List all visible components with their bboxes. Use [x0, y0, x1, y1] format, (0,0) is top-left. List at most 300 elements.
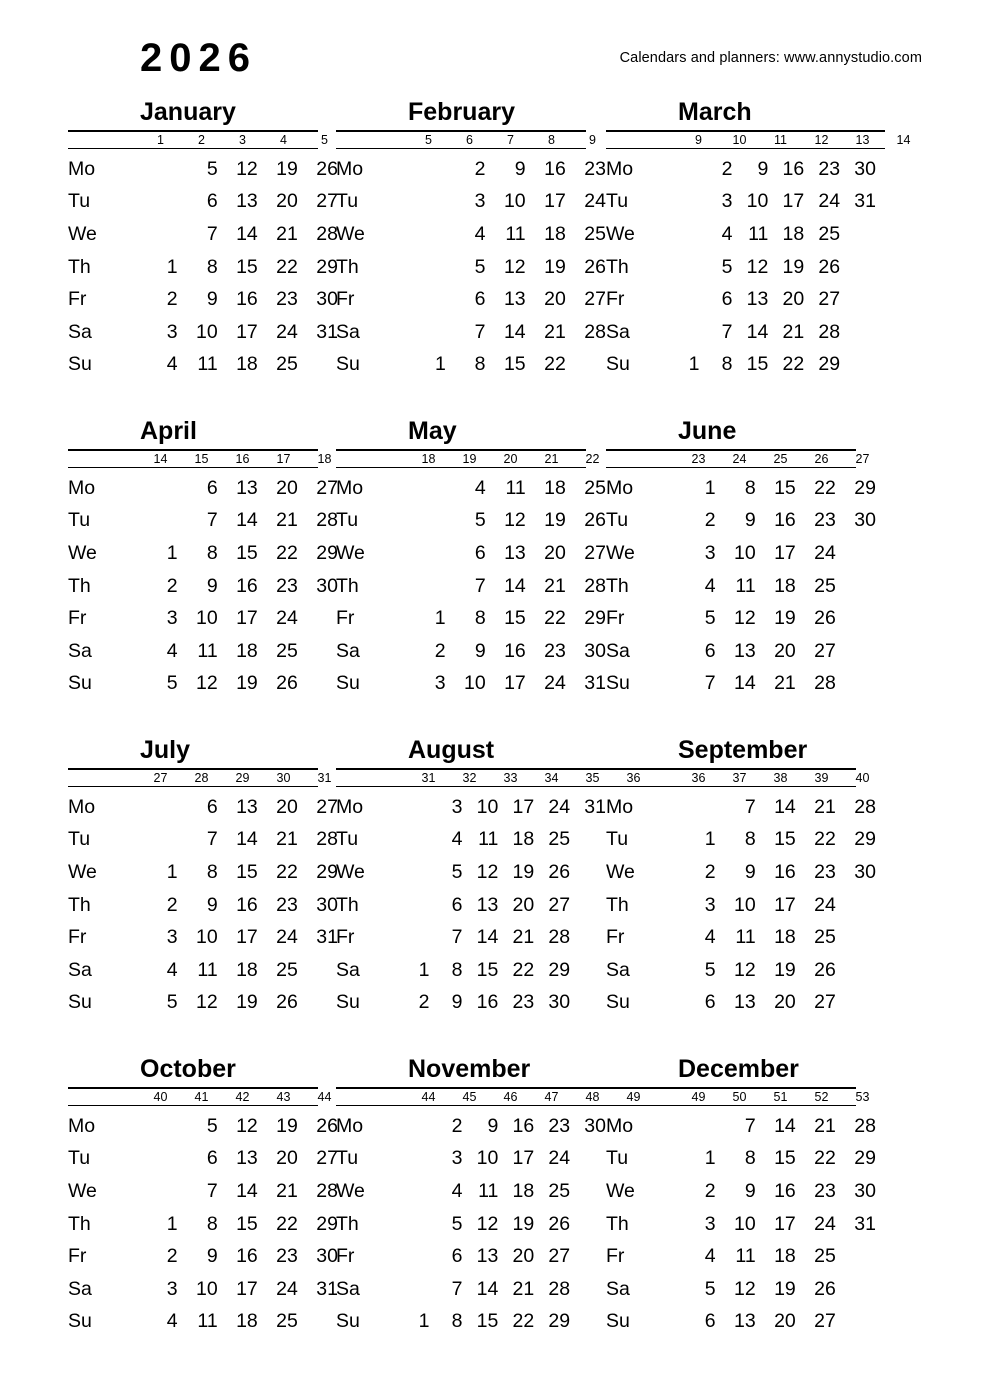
- day-cell[interactable]: 8: [206, 1212, 218, 1235]
- day-cell[interactable]: 5: [474, 509, 486, 532]
- day-cell[interactable]: 7: [206, 828, 218, 851]
- day-cell[interactable]: 26: [276, 672, 298, 695]
- day-cell[interactable]: 30: [854, 1179, 876, 1202]
- day-cell[interactable]: 12: [195, 672, 218, 695]
- day-cell[interactable]: 9: [206, 1245, 218, 1268]
- day-cell[interactable]: 2: [451, 1114, 463, 1137]
- day-cell[interactable]: 19: [774, 958, 796, 981]
- day-cell[interactable]: 18: [512, 828, 535, 851]
- day-cell[interactable]: 8: [206, 255, 218, 278]
- day-cell[interactable]: 18: [544, 222, 566, 245]
- day-cell[interactable]: 26: [316, 157, 338, 180]
- day-cell[interactable]: 19: [512, 860, 535, 883]
- day-cell[interactable]: 7: [451, 1277, 463, 1300]
- day-cell[interactable]: 20: [774, 1310, 796, 1333]
- day-cell[interactable]: 2: [721, 157, 733, 180]
- day-cell[interactable]: 1: [418, 1310, 430, 1333]
- day-cell[interactable]: 4: [704, 1245, 716, 1268]
- day-cell[interactable]: 7: [474, 320, 486, 343]
- day-cell[interactable]: 28: [316, 509, 338, 532]
- day-cell[interactable]: 20: [276, 795, 298, 818]
- day-cell[interactable]: 16: [504, 639, 526, 662]
- day-cell[interactable]: 28: [854, 795, 876, 818]
- day-cell[interactable]: 18: [782, 222, 805, 245]
- day-cell[interactable]: 2: [704, 509, 716, 532]
- day-cell[interactable]: 23: [814, 1179, 836, 1202]
- day-cell[interactable]: 22: [276, 255, 298, 278]
- day-cell[interactable]: 5: [451, 1212, 463, 1235]
- day-cell[interactable]: 4: [474, 222, 486, 245]
- day-cell[interactable]: 3: [704, 541, 716, 564]
- day-cell[interactable]: 17: [774, 893, 796, 916]
- day-cell[interactable]: 17: [236, 320, 258, 343]
- day-cell[interactable]: 5: [206, 157, 218, 180]
- day-cell[interactable]: 26: [584, 255, 606, 278]
- day-cell[interactable]: 25: [814, 1245, 836, 1268]
- day-cell[interactable]: 26: [818, 255, 841, 278]
- day-cell[interactable]: 12: [476, 1212, 499, 1235]
- day-cell[interactable]: 6: [451, 1245, 463, 1268]
- day-cell[interactable]: 4: [451, 1179, 463, 1202]
- day-cell[interactable]: 29: [316, 1212, 338, 1235]
- day-cell[interactable]: 20: [276, 1147, 298, 1170]
- day-cell[interactable]: 16: [774, 509, 796, 532]
- day-cell[interactable]: 27: [316, 1147, 338, 1170]
- day-cell[interactable]: 25: [814, 574, 836, 597]
- day-cell[interactable]: 13: [236, 795, 258, 818]
- day-cell[interactable]: 13: [236, 476, 258, 499]
- day-cell[interactable]: 24: [818, 190, 841, 213]
- day-cell[interactable]: 28: [548, 1277, 571, 1300]
- day-cell[interactable]: 10: [476, 795, 499, 818]
- day-cell[interactable]: 11: [735, 1245, 756, 1268]
- day-cell[interactable]: 6: [206, 190, 218, 213]
- day-cell[interactable]: 2: [166, 288, 178, 311]
- day-cell[interactable]: 19: [276, 157, 298, 180]
- day-cell[interactable]: 20: [774, 991, 796, 1014]
- day-cell[interactable]: 20: [276, 476, 298, 499]
- day-cell[interactable]: 1: [166, 860, 178, 883]
- day-cell[interactable]: 19: [544, 509, 566, 532]
- day-cell[interactable]: 21: [512, 926, 535, 949]
- day-cell[interactable]: 11: [197, 958, 218, 981]
- day-cell[interactable]: 25: [276, 639, 298, 662]
- day-cell[interactable]: 13: [503, 288, 526, 311]
- day-cell[interactable]: 17: [512, 795, 535, 818]
- day-cell[interactable]: 21: [814, 1114, 836, 1137]
- day-cell[interactable]: 8: [206, 541, 218, 564]
- day-cell[interactable]: 16: [774, 860, 796, 883]
- day-cell[interactable]: 29: [548, 1310, 571, 1333]
- day-cell[interactable]: 7: [721, 320, 733, 343]
- day-cell[interactable]: 25: [276, 353, 298, 376]
- day-cell[interactable]: 27: [316, 476, 338, 499]
- day-cell[interactable]: 16: [476, 991, 499, 1014]
- day-cell[interactable]: 1: [166, 1212, 178, 1235]
- day-cell[interactable]: 5: [704, 958, 716, 981]
- day-cell[interactable]: 9: [757, 157, 769, 180]
- day-cell[interactable]: 13: [733, 991, 756, 1014]
- day-cell[interactable]: 26: [548, 1212, 571, 1235]
- day-cell[interactable]: 11: [478, 828, 499, 851]
- day-cell[interactable]: 30: [854, 860, 876, 883]
- day-cell[interactable]: 6: [206, 795, 218, 818]
- day-cell[interactable]: 30: [584, 639, 606, 662]
- day-cell[interactable]: 5: [704, 607, 716, 630]
- day-cell[interactable]: 3: [166, 1277, 178, 1300]
- day-cell[interactable]: 10: [733, 893, 756, 916]
- day-cell[interactable]: 15: [236, 541, 258, 564]
- day-cell[interactable]: 24: [548, 1147, 571, 1170]
- day-cell[interactable]: 18: [774, 574, 796, 597]
- day-cell[interactable]: 30: [316, 288, 338, 311]
- day-cell[interactable]: 15: [476, 958, 499, 981]
- day-cell[interactable]: 30: [316, 574, 338, 597]
- day-cell[interactable]: 24: [814, 541, 836, 564]
- day-cell[interactable]: 16: [774, 1179, 796, 1202]
- day-cell[interactable]: 25: [814, 926, 836, 949]
- day-cell[interactable]: 24: [276, 1277, 298, 1300]
- day-cell[interactable]: 9: [206, 893, 218, 916]
- day-cell[interactable]: 11: [748, 222, 769, 245]
- day-cell[interactable]: 7: [206, 222, 218, 245]
- day-cell[interactable]: 3: [704, 1212, 716, 1235]
- day-cell[interactable]: 9: [206, 574, 218, 597]
- day-cell[interactable]: 14: [503, 320, 526, 343]
- day-cell[interactable]: 29: [818, 353, 841, 376]
- day-cell[interactable]: 6: [474, 541, 486, 564]
- day-cell[interactable]: 13: [236, 190, 258, 213]
- day-cell[interactable]: 14: [236, 828, 258, 851]
- day-cell[interactable]: 12: [733, 607, 756, 630]
- day-cell[interactable]: 15: [774, 828, 796, 851]
- day-cell[interactable]: 7: [474, 574, 486, 597]
- day-cell[interactable]: 13: [746, 288, 769, 311]
- day-cell[interactable]: 22: [276, 1212, 298, 1235]
- day-cell[interactable]: 6: [704, 639, 716, 662]
- day-cell[interactable]: 6: [704, 1310, 716, 1333]
- day-cell[interactable]: 4: [474, 476, 486, 499]
- day-cell[interactable]: 10: [195, 320, 218, 343]
- day-cell[interactable]: 11: [197, 353, 218, 376]
- day-cell[interactable]: 11: [197, 639, 218, 662]
- day-cell[interactable]: 13: [733, 639, 756, 662]
- day-cell[interactable]: 23: [276, 288, 298, 311]
- day-cell[interactable]: 24: [544, 672, 566, 695]
- day-cell[interactable]: 29: [316, 541, 338, 564]
- day-cell[interactable]: 27: [584, 288, 606, 311]
- day-cell[interactable]: 3: [704, 893, 716, 916]
- day-cell[interactable]: 5: [166, 991, 178, 1014]
- day-cell[interactable]: 28: [818, 320, 841, 343]
- day-cell[interactable]: 19: [774, 1277, 796, 1300]
- day-cell[interactable]: 23: [276, 893, 298, 916]
- day-cell[interactable]: 19: [544, 255, 566, 278]
- day-cell[interactable]: 14: [236, 222, 258, 245]
- day-cell[interactable]: 6: [474, 288, 486, 311]
- day-cell[interactable]: 11: [505, 222, 526, 245]
- day-cell[interactable]: 20: [512, 893, 535, 916]
- day-cell[interactable]: 7: [206, 1179, 218, 1202]
- day-cell[interactable]: 22: [814, 828, 836, 851]
- day-cell[interactable]: 1: [166, 541, 178, 564]
- day-cell[interactable]: 10: [503, 190, 526, 213]
- day-cell[interactable]: 11: [505, 476, 526, 499]
- day-cell[interactable]: 10: [733, 1212, 756, 1235]
- day-cell[interactable]: 21: [276, 1179, 298, 1202]
- day-cell[interactable]: 19: [276, 1114, 298, 1137]
- day-cell[interactable]: 21: [544, 574, 566, 597]
- day-cell[interactable]: 4: [704, 926, 716, 949]
- day-cell[interactable]: 23: [584, 157, 606, 180]
- day-cell[interactable]: 23: [276, 574, 298, 597]
- day-cell[interactable]: 25: [276, 1310, 298, 1333]
- day-cell[interactable]: 2: [704, 860, 716, 883]
- day-cell[interactable]: 10: [476, 1147, 499, 1170]
- day-cell[interactable]: 1: [418, 958, 430, 981]
- day-cell[interactable]: 23: [818, 157, 841, 180]
- day-cell[interactable]: 5: [474, 255, 486, 278]
- day-cell[interactable]: 9: [451, 991, 463, 1014]
- day-cell[interactable]: 14: [476, 1277, 499, 1300]
- day-cell[interactable]: 11: [735, 574, 756, 597]
- day-cell[interactable]: 1: [434, 353, 446, 376]
- day-cell[interactable]: 14: [476, 926, 499, 949]
- day-cell[interactable]: 12: [733, 1277, 756, 1300]
- day-cell[interactable]: 18: [774, 926, 796, 949]
- day-cell[interactable]: 4: [704, 574, 716, 597]
- day-cell[interactable]: 15: [503, 353, 526, 376]
- day-cell[interactable]: 26: [316, 1114, 338, 1137]
- day-cell[interactable]: 19: [236, 991, 258, 1014]
- day-cell[interactable]: 8: [744, 1147, 756, 1170]
- day-cell[interactable]: 22: [276, 541, 298, 564]
- day-cell[interactable]: 6: [704, 991, 716, 1014]
- day-cell[interactable]: 12: [236, 1114, 258, 1137]
- day-cell[interactable]: 27: [316, 190, 338, 213]
- day-cell[interactable]: 24: [814, 1212, 836, 1235]
- day-cell[interactable]: 8: [474, 607, 486, 630]
- day-cell[interactable]: 9: [744, 860, 756, 883]
- day-cell[interactable]: 12: [503, 255, 526, 278]
- day-cell[interactable]: 15: [236, 255, 258, 278]
- day-cell[interactable]: 22: [544, 607, 566, 630]
- day-cell[interactable]: 29: [854, 476, 876, 499]
- day-cell[interactable]: 30: [316, 893, 338, 916]
- day-cell[interactable]: 16: [236, 288, 258, 311]
- day-cell[interactable]: 17: [236, 1277, 258, 1300]
- day-cell[interactable]: 30: [854, 157, 876, 180]
- day-cell[interactable]: 2: [434, 639, 446, 662]
- day-cell[interactable]: 12: [746, 255, 769, 278]
- day-cell[interactable]: 14: [504, 574, 526, 597]
- day-cell[interactable]: 18: [236, 639, 258, 662]
- day-cell[interactable]: 22: [512, 1310, 535, 1333]
- day-cell[interactable]: 28: [854, 1114, 876, 1137]
- day-cell[interactable]: 14: [774, 1114, 796, 1137]
- day-cell[interactable]: 22: [782, 353, 805, 376]
- day-cell[interactable]: 1: [434, 607, 446, 630]
- day-cell[interactable]: 14: [774, 795, 796, 818]
- day-cell[interactable]: 3: [434, 672, 446, 695]
- day-cell[interactable]: 1: [688, 353, 700, 376]
- day-cell[interactable]: 4: [451, 828, 463, 851]
- day-cell[interactable]: 23: [548, 1114, 571, 1137]
- day-cell[interactable]: 12: [195, 991, 218, 1014]
- day-cell[interactable]: 18: [512, 1179, 535, 1202]
- day-cell[interactable]: 7: [206, 509, 218, 532]
- day-cell[interactable]: 3: [451, 1147, 463, 1170]
- day-cell[interactable]: 2: [474, 157, 486, 180]
- day-cell[interactable]: 19: [782, 255, 805, 278]
- day-cell[interactable]: 29: [584, 607, 606, 630]
- day-cell[interactable]: 10: [733, 541, 756, 564]
- day-cell[interactable]: 17: [504, 672, 526, 695]
- day-cell[interactable]: 29: [854, 828, 876, 851]
- day-cell[interactable]: 3: [451, 795, 463, 818]
- day-cell[interactable]: 10: [746, 190, 769, 213]
- day-cell[interactable]: 24: [276, 926, 298, 949]
- day-cell[interactable]: 31: [316, 926, 338, 949]
- day-cell[interactable]: 16: [544, 157, 566, 180]
- day-cell[interactable]: 27: [548, 1245, 571, 1268]
- day-cell[interactable]: 19: [236, 672, 258, 695]
- day-cell[interactable]: 14: [733, 672, 756, 695]
- day-cell[interactable]: 3: [166, 607, 178, 630]
- day-cell[interactable]: 8: [451, 1310, 463, 1333]
- day-cell[interactable]: 16: [236, 1245, 258, 1268]
- day-cell[interactable]: 29: [316, 860, 338, 883]
- day-cell[interactable]: 27: [818, 288, 841, 311]
- day-cell[interactable]: 11: [197, 1310, 218, 1333]
- day-cell[interactable]: 25: [276, 958, 298, 981]
- day-cell[interactable]: 2: [704, 1179, 716, 1202]
- day-cell[interactable]: 1: [166, 255, 178, 278]
- day-cell[interactable]: 21: [276, 509, 298, 532]
- day-cell[interactable]: 13: [236, 1147, 258, 1170]
- day-cell[interactable]: 15: [504, 607, 526, 630]
- day-cell[interactable]: 1: [704, 476, 716, 499]
- day-cell[interactable]: 6: [206, 1147, 218, 1170]
- day-cell[interactable]: 8: [206, 860, 218, 883]
- day-cell[interactable]: 4: [166, 639, 178, 662]
- day-cell[interactable]: 5: [451, 860, 463, 883]
- day-cell[interactable]: 25: [584, 222, 606, 245]
- day-cell[interactable]: 18: [236, 1310, 258, 1333]
- day-cell[interactable]: 3: [474, 190, 486, 213]
- day-cell[interactable]: 28: [584, 320, 606, 343]
- day-cell[interactable]: 9: [514, 157, 526, 180]
- day-cell[interactable]: 18: [236, 353, 258, 376]
- day-cell[interactable]: 20: [276, 190, 298, 213]
- day-cell[interactable]: 24: [584, 190, 606, 213]
- day-cell[interactable]: 15: [774, 476, 796, 499]
- day-cell[interactable]: 3: [166, 320, 178, 343]
- day-cell[interactable]: 21: [814, 795, 836, 818]
- day-cell[interactable]: 7: [451, 926, 463, 949]
- day-cell[interactable]: 20: [782, 288, 805, 311]
- day-cell[interactable]: 28: [316, 222, 338, 245]
- day-cell[interactable]: 15: [476, 1310, 499, 1333]
- day-cell[interactable]: 26: [548, 860, 571, 883]
- day-cell[interactable]: 30: [548, 991, 571, 1014]
- day-cell[interactable]: 8: [474, 353, 486, 376]
- day-cell[interactable]: 13: [504, 541, 526, 564]
- day-cell[interactable]: 25: [818, 222, 841, 245]
- day-cell[interactable]: 8: [451, 958, 463, 981]
- day-cell[interactable]: 16: [782, 157, 805, 180]
- day-cell[interactable]: 4: [166, 353, 178, 376]
- day-cell[interactable]: 7: [704, 672, 716, 695]
- day-cell[interactable]: 31: [316, 1277, 338, 1300]
- day-cell[interactable]: 4: [166, 958, 178, 981]
- day-cell[interactable]: 17: [544, 190, 566, 213]
- day-cell[interactable]: 28: [814, 672, 836, 695]
- day-cell[interactable]: 9: [487, 1114, 499, 1137]
- day-cell[interactable]: 10: [195, 1277, 218, 1300]
- day-cell[interactable]: 15: [774, 1147, 796, 1170]
- day-cell[interactable]: 12: [476, 860, 499, 883]
- day-cell[interactable]: 6: [206, 476, 218, 499]
- day-cell[interactable]: 30: [316, 1245, 338, 1268]
- day-cell[interactable]: 14: [236, 1179, 258, 1202]
- day-cell[interactable]: 17: [774, 1212, 796, 1235]
- day-cell[interactable]: 17: [774, 541, 796, 564]
- day-cell[interactable]: 21: [512, 1277, 535, 1300]
- day-cell[interactable]: 21: [774, 672, 796, 695]
- day-cell[interactable]: 28: [316, 828, 338, 851]
- day-cell[interactable]: 22: [544, 353, 566, 376]
- day-cell[interactable]: 18: [544, 476, 566, 499]
- day-cell[interactable]: 20: [512, 1245, 535, 1268]
- day-cell[interactable]: 5: [166, 672, 178, 695]
- day-cell[interactable]: 20: [544, 288, 566, 311]
- day-cell[interactable]: 5: [721, 255, 733, 278]
- day-cell[interactable]: 27: [316, 795, 338, 818]
- day-cell[interactable]: 6: [721, 288, 733, 311]
- day-cell[interactable]: 5: [206, 1114, 218, 1137]
- day-cell[interactable]: 21: [782, 320, 805, 343]
- day-cell[interactable]: 20: [774, 639, 796, 662]
- day-cell[interactable]: 15: [236, 860, 258, 883]
- day-cell[interactable]: 16: [236, 574, 258, 597]
- day-cell[interactable]: 31: [854, 190, 876, 213]
- day-cell[interactable]: 28: [584, 574, 606, 597]
- day-cell[interactable]: 9: [744, 1179, 756, 1202]
- day-cell[interactable]: 27: [814, 991, 836, 1014]
- day-cell[interactable]: 22: [814, 1147, 836, 1170]
- day-cell[interactable]: 19: [774, 607, 796, 630]
- day-cell[interactable]: 30: [584, 1114, 606, 1137]
- day-cell[interactable]: 10: [463, 672, 486, 695]
- day-cell[interactable]: 8: [721, 353, 733, 376]
- day-cell[interactable]: 25: [548, 828, 571, 851]
- day-cell[interactable]: 13: [733, 1310, 756, 1333]
- day-cell[interactable]: 27: [548, 893, 571, 916]
- day-cell[interactable]: 30: [854, 509, 876, 532]
- day-cell[interactable]: 9: [744, 509, 756, 532]
- day-cell[interactable]: 29: [854, 1147, 876, 1170]
- day-cell[interactable]: 23: [814, 509, 836, 532]
- day-cell[interactable]: 23: [512, 991, 535, 1014]
- day-cell[interactable]: 5: [704, 1277, 716, 1300]
- day-cell[interactable]: 1: [704, 828, 716, 851]
- day-cell[interactable]: 12: [236, 157, 258, 180]
- day-cell[interactable]: 25: [584, 476, 606, 499]
- day-cell[interactable]: 1: [704, 1147, 716, 1170]
- day-cell[interactable]: 9: [206, 288, 218, 311]
- day-cell[interactable]: 3: [721, 190, 733, 213]
